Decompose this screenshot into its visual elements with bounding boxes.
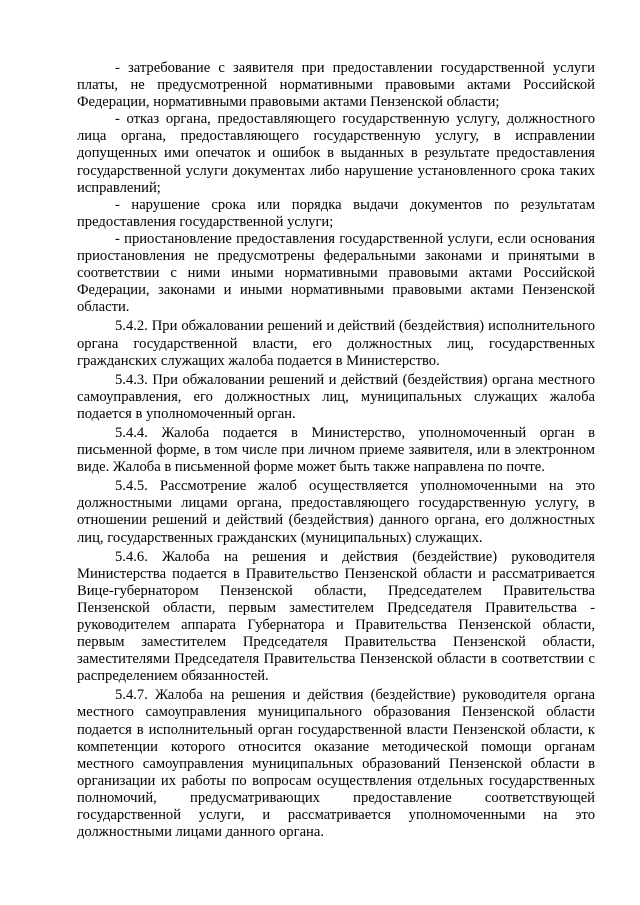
paragraph-list-item-fee-demand: - затребование с заявителя при предоставлении государственной услуги платы, не предусмотренной нормативными правовыми актами Российской Федерации, нормативными правовыми актами Пензенской области;	[77, 60, 595, 111]
paragraph-list-item-refusal-corrections: - отказ органа, предоставляющего государственную услугу, должностного лица органа, предоставляющего государственную услугу, в исправлении допущенных ими опечаток и ошибок в выданных в результате предоставления государственной услуги документах либо нарушение установленного срока таких исправлений;	[77, 111, 595, 196]
paragraph-5-4-5: 5.4.5. Рассмотрение жалоб осуществляется уполномоченными на это должностными лицами органа, предоставляющего государственную услугу, в отношении решений и действий (бездействия) данного органа, его должностных лиц, государственных гражданских (муниципальных) служащих.	[77, 478, 595, 546]
paragraph-5-4-4: 5.4.4. Жалоба подается в Министерство, уполномоченный орган в письменной форме, в том числе при личном приеме заявителя, или в электронном виде. Жалоба в письменной форме может быть также направлена по почте.	[77, 424, 595, 476]
paragraph-5-4-7: 5.4.7. Жалоба на решения и действия (бездействие) руководителя органа местного самоуправления муниципального образования Пензенской области подается в исполнительный орган государственной власти Пензенской области, к компетенции которого относится оказание методической помощи органам местного самоуправления муниципальных образований Пензенской области в организации их работы по вопросам осуществления отдельных государственных полномочий, предусматривающих предоставление соответствующей государственной услуги, и рассматривается уполномоченными на это должностными лицами данного органа.	[77, 687, 595, 841]
paragraph-5-4-3: 5.4.3. При обжаловании решений и действий (бездействия) органа местного самоуправления, его должностных лиц, муниципальных служащих жалоба подается в уполномоченный орган.	[77, 371, 595, 422]
paragraph-list-item-deadline-violation: - нарушение срока или порядка выдачи документов по результатам предоставления государственной услуги;	[77, 196, 595, 230]
paragraph-5-4-6: 5.4.6. Жалоба на решения и действия (бездействие) руководителя Министерства подается в Правительство Пензенской области и рассматривается Вице-губернатором Пензенской области, Председателем Правительства Пензенской области, первым заместителем Председателя Правительства - руководителем аппарата Губернатора и Правительства Пензенской области, первым заместителем Председателя Правительства Пензенской области, заместителями Председателя Правительства Пензенской области в соответствии с распределением обязанностей.	[77, 548, 595, 685]
document-body	[77, 60, 595, 841]
paragraph-list-item-suspension: - приостановление предоставления государственной услуги, если основания приостановления не предусмотрены федеральными законами и принятыми в соответствии с ними иными нормативными правовыми актами Российской Федерации, законами и иными нормативными правовыми актами Пензенской области.	[77, 230, 595, 316]
paragraph-5-4-2: 5.4.2. При обжаловании решений и действий (бездействия) исполнительного органа государственной власти, его должностных лиц, государственных гражданских служащих жалоба подается в Министерство.	[77, 318, 595, 369]
